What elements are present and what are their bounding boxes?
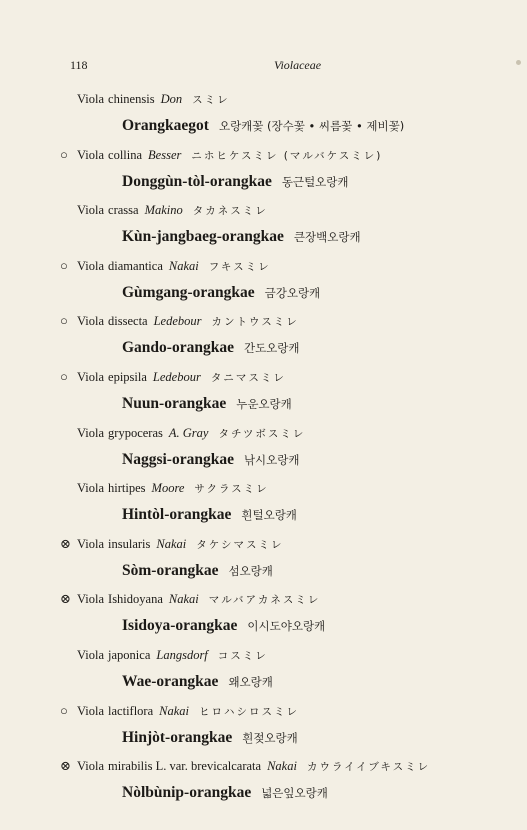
hangul-name: 넓은잎오랑캐 [261,786,328,801]
author-citation: Moore [151,481,185,496]
status-marker: ○ [60,313,68,329]
genus-name: Viola [77,481,105,496]
author-citation: Nakai [156,536,187,551]
japanese-name: タニマスミレ [210,372,286,384]
status-marker: ○ [60,702,68,718]
genus-name: Viola [77,258,105,273]
species-epithet: dissecta [108,314,148,329]
species-epithet: crassa [108,203,139,218]
hangul-name: 금강오랑캐 [264,285,321,300]
page-number: 118 [70,58,88,72]
author-citation: Don [160,92,183,106]
romanized-korean-name: Sòm-orangkae [122,561,219,579]
japanese-name: サクラスミレ [194,483,269,496]
korean-name-line [122,671,273,693]
korean-name-line [122,615,325,637]
japanese-name: タカネスミレ [192,205,268,218]
romanized-korean-name: Wae-orangkae [122,673,219,690]
author-citation: Ledebour [152,370,201,384]
author-citation: Nakai [159,703,190,718]
korean-name-line [122,393,292,415]
genus-name: Viola [77,536,105,551]
hangul-name: 이시도야오랑캐 [247,619,326,634]
author-citation: Nakai [267,759,297,774]
korean-name-line [122,171,349,193]
japanese-name: フキスミレ [208,260,271,273]
hangul-name: 큰장백오랑캐 [293,230,361,245]
hangul-name: 오랑캐꽃 (장수꽃 • 씨름꽃 • 제비꽃) [218,119,405,133]
korean-name-line [122,337,300,359]
scientific-name-line [60,424,305,442]
author-citation: Besser [148,147,182,162]
genus-name: Viola [77,592,105,607]
hangul-name: 왜오랑캐 [228,675,273,689]
korean-name-line [122,782,328,804]
status-marker: ○ [60,369,68,384]
japanese-name: マルバアカネスミレ [208,594,321,607]
romanized-korean-name: Gando-orangkae [122,339,234,357]
japanese-name: タチツボスミレ [218,427,306,440]
japanese-name: タケシマスミレ [196,538,284,551]
species-epithet: mirabilis L. var. brevicalcarata [108,759,262,774]
korean-name-line [122,115,404,137]
running-head: Violaceae [274,58,322,72]
hangul-name: 흰털오랑캐 [241,508,297,523]
scientific-name-line [60,590,320,608]
japanese-name: カントウスミレ [211,316,299,329]
status-marker: ○ [60,257,68,273]
japanese-name: カウライイブキスミレ [306,761,431,774]
page-header [70,58,487,74]
japanese-name: コスミレ [217,650,268,662]
author-citation: Nakai [168,592,199,607]
korean-name-line [122,282,320,304]
scientific-name-line [60,702,299,720]
romanized-korean-name: Hinjòt-orangkae [122,728,233,746]
hangul-name: 누운오랑캐 [236,397,292,411]
japanese-name: ヒロハシロスミレ [199,705,300,718]
scientific-name-line [60,90,230,108]
page-smudge [516,60,521,65]
author-citation: A. Gray [168,425,209,440]
genus-name: Viola [77,147,105,162]
author-citation: Nakai [168,258,199,273]
hangul-name: 동근털오랑캐 [281,174,349,189]
species-epithet: japonica [108,648,151,662]
genus-name: Viola [77,203,105,218]
author-citation: Makino [144,203,183,218]
status-marker: ⊗ [60,591,71,607]
genus-name: Viola [77,759,105,774]
korean-name-line [122,226,361,248]
scientific-name-line [60,201,268,219]
genus-name: Viola [77,425,105,440]
romanized-korean-name: Nòlbùnip-orangkae [122,784,252,802]
author-citation: Langsdorf [156,648,208,662]
scientific-name-line [60,535,284,553]
species-epithet: epipsila [108,370,147,384]
species-epithet: insularis [108,536,151,551]
romanized-korean-name: Naggsi-orangkae [122,450,234,468]
romanized-korean-name: Isidoya-orangkae [122,617,238,635]
genus-name: Viola [77,648,105,662]
scientific-name-line [60,646,268,664]
romanized-korean-name: Hintòl-orangkae [122,506,232,524]
romanized-korean-name: Orangkaegot [122,117,209,134]
hangul-name: 간도오랑캐 [243,341,300,356]
species-epithet: chinensis [108,92,155,106]
scientific-name-line [60,146,382,164]
romanized-korean-name: Nuun-orangkae [122,395,227,412]
species-epithet: grypoceras [108,425,163,440]
japanese-name: ニホヒケスミレ (マルバケスミレ) [191,149,383,162]
genus-name: Viola [77,314,105,329]
japanese-name: スミレ [192,94,230,106]
species-epithet: lactiflora [108,703,154,718]
korean-name-line [122,727,298,749]
author-citation: Ledebour [153,314,202,329]
scientific-name-line [60,312,299,330]
romanized-korean-name: Kùn-jangbaeg-orangkae [122,228,284,246]
species-epithet: collina [108,147,143,162]
species-epithet: Ishidoyana [108,592,163,607]
status-marker: ⊗ [60,535,71,551]
scientific-name-line [60,257,271,275]
korean-name-line [122,449,300,471]
scientific-name-line [60,479,269,497]
scientific-name-line [60,757,430,775]
hangul-name: 섬오랑캐 [228,563,273,578]
scientific-name-line [60,368,286,386]
romanized-korean-name: Donggùn-tòl-orangkae [122,172,272,190]
species-epithet: diamantica [108,258,163,273]
korean-name-line [122,560,273,582]
korean-name-line [122,504,297,526]
status-marker: ○ [60,146,68,162]
status-marker: ⊗ [60,758,71,774]
hangul-name: 흰젖오랑캐 [242,730,298,745]
genus-name: Viola [77,370,105,384]
hangul-name: 낚시오랑캐 [243,452,300,467]
species-epithet: hirtipes [108,481,146,496]
romanized-korean-name: Gùmgang-orangkae [122,283,255,301]
genus-name: Viola [77,703,105,718]
genus-name: Viola [77,92,105,106]
